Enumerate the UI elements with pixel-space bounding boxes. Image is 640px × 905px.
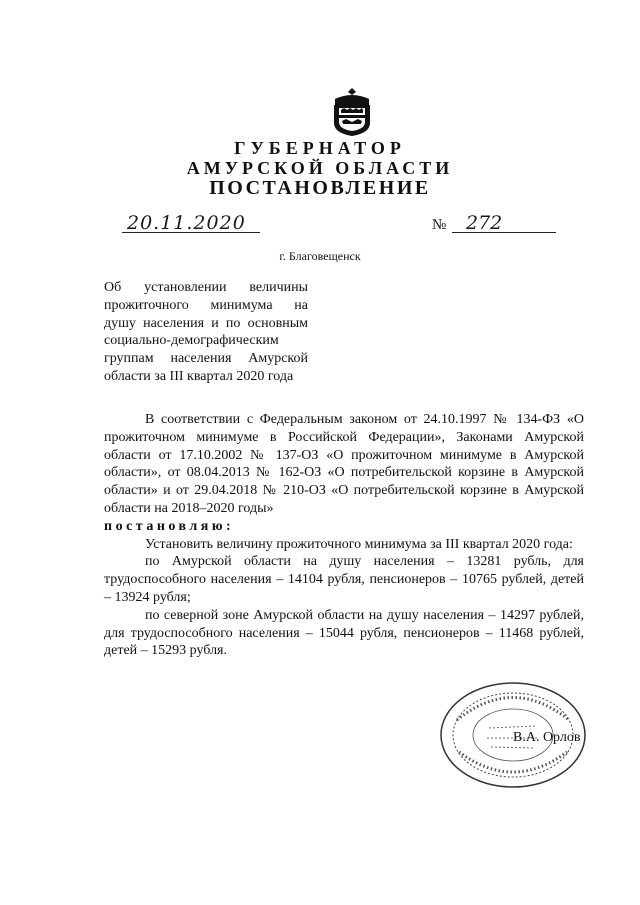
- coat-of-arms-emblem: [329, 85, 375, 137]
- signer-name: В.А. Орлов: [513, 730, 581, 745]
- subject-line: социально-демографическим: [104, 333, 279, 349]
- date-underline: [122, 232, 260, 233]
- subject-line: Об установлении величины: [104, 280, 308, 295]
- decree-item-region: по Амурской области на душу населения – 13281 рубль, для трудоспособного населения – 14104 рубля, пенсионеров – 10765 рублей, детей – 13924 рубля;: [104, 554, 584, 605]
- number-sign: №: [432, 217, 447, 233]
- issuer-title-line1: ГУБЕРНАТОР: [234, 138, 406, 158]
- city-label: г. Благовещенск: [279, 249, 361, 263]
- decree-item-main: Установить величину прожиточного минимума за III квартал 2020 года:: [145, 536, 573, 552]
- subject-line: прожиточного минимума на: [104, 297, 308, 313]
- document-body: [104, 411, 584, 660]
- number-underline: [452, 232, 556, 233]
- intro-paragraph: В соответствии с Федеральным законом от 24.10.1997 № 134-ФЗ «О прожиточном минимуме в Российской Федерации», Законами Амурской области от 17.10.2002 № 137-ОЗ «О прожиточном минимуме в Амурской области», от 08.04.2013 № 162-ОЗ «О потребительской корзине в Амурской области» и от 29.04.2018 № 210-ОЗ «О потребительской корзине в Амурской области на 2018–2020 годы»: [104, 412, 584, 516]
- subject-line: группам населения Амурской: [104, 351, 308, 367]
- document-type-title: ПОСТАНОВЛЕНИЕ: [209, 177, 431, 199]
- decree-item-north: по северной зоне Амурской области на душу населения – 14297 рублей, для трудоспособного населения – 15044 рубля, пенсионеров – 11468 рублей, детей – 15293 рубля.: [104, 607, 584, 659]
- decree-word: постановляю:: [104, 518, 235, 534]
- subject-line: области за III квартал 2020 года: [104, 368, 294, 384]
- document-number: 272: [466, 212, 503, 234]
- document-subject: [104, 279, 308, 386]
- subject-line: душу населения и по основным: [104, 315, 308, 331]
- issuer-title-line2: АМУРСКОЙ ОБЛАСТИ: [186, 158, 454, 178]
- document-date: 20.11.2020: [127, 212, 246, 234]
